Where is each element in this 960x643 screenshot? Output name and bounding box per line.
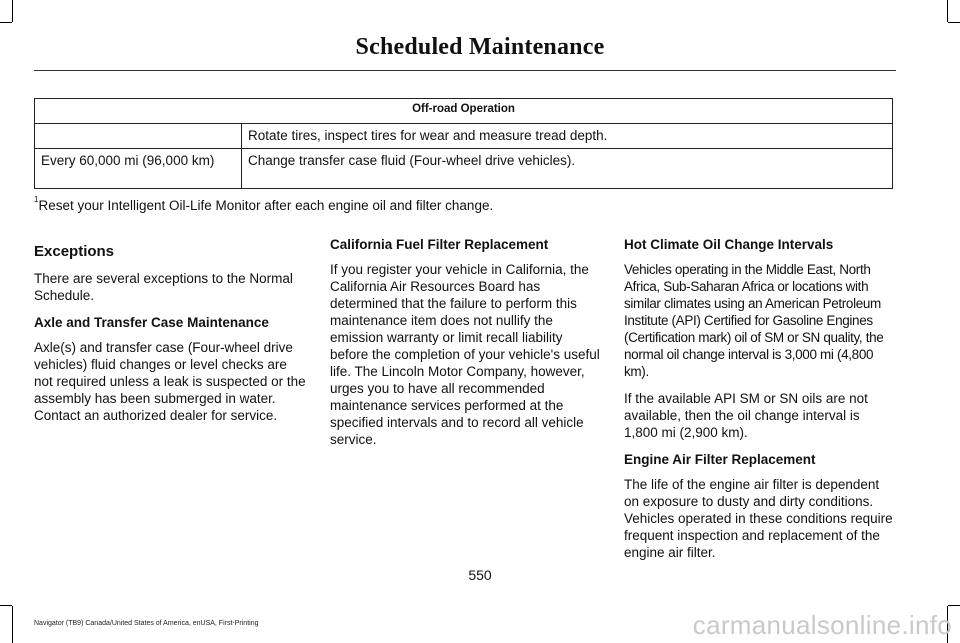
column-middle — [330, 234, 602, 458]
crop-mark-top-right-v — [947, 0, 948, 22]
footnote — [34, 195, 494, 213]
subheading-air-filter: Engine Air Filter Replacement — [624, 452, 816, 467]
crop-mark-bottom-left-v — [12, 606, 13, 643]
subheading-california: California Fuel Filter Replacement — [330, 237, 549, 252]
crop-mark-top-right-h — [948, 22, 960, 23]
maintenance-table — [34, 98, 893, 189]
paragraph: There are several exceptions to the Normal Schedule. — [34, 271, 293, 303]
table-heading: Off-road Operation — [35, 99, 893, 124]
crop-mark-bottom-right-h — [948, 605, 960, 606]
paragraph: Vehicles operating in the Middle East, North Africa, Sub-Saharan Africa or locations with similar climates using an American Petroleum Institute (API) Certified for Gasoline Engines (Certification mark) oil of SM or SN quality, the normal oil change interval is 3,000 mi (4,800 km). — [624, 262, 884, 379]
crop-mark-top-left-v — [12, 0, 13, 22]
section-heading-exceptions: Exceptions — [34, 243, 115, 260]
column-right — [624, 234, 896, 571]
header-rule — [34, 70, 896, 71]
subheading-hot-climate: Hot Climate Oil Change Intervals — [624, 237, 834, 252]
subheading-axle: Axle and Transfer Case Maintenance — [34, 315, 269, 330]
table-row — [35, 149, 893, 189]
crop-mark-top-left-h — [0, 22, 12, 23]
paragraph: If you register your vehicle in California, the California Air Resources Board has determined that the failure to perform this maintenance item does not nullify the emission warranty or limit recall liability before the completion of your vehicle's useful life. The Lincoln Motor Company, however, urges you to have all recommended maintenance services performed at the specified intervals and to record all vehicle service. — [330, 262, 600, 447]
page-title: Scheduled Maintenance — [355, 34, 605, 60]
table-cell-action: Change transfer case fluid (Four-wheel drive vehicles). — [242, 149, 893, 189]
watermark: carmanualsonline.info — [692, 610, 952, 640]
column-left — [34, 234, 306, 434]
paragraph: Axle(s) and transfer case (Four-wheel drive vehicles) fluid changes or level checks are not required unless a leak is suspected or the assembly has been submerged in water. Contact an authorized dealer for service. — [34, 340, 306, 423]
paragraph: The life of the engine air filter is dependent on exposure to dusty and dirty conditions. Vehicles operated in these conditions require frequent inspection and replacement of the engine air filter. — [624, 477, 893, 560]
crop-mark-bottom-left-h — [0, 605, 12, 606]
page-number: 550 — [468, 567, 492, 583]
footnote-text: Reset your Intelligent Oil-Life Monitor after each engine oil and filter change. — [38, 198, 494, 213]
paragraph: If the available API SM or SN oils are not available, then the oil change interval is 1,800 mi (2,900 km). — [624, 391, 868, 440]
table-cell-action: Rotate tires, inspect tires for wear and measure tread depth. — [242, 124, 893, 149]
table-cell-interval — [35, 124, 242, 149]
table-row — [35, 124, 893, 149]
footer-text: Navigator (TB9) Canada/United States of America, enUSA, First-Printing — [34, 620, 259, 627]
footnote-mark: 1 — [34, 195, 39, 204]
table-cell-interval: Every 60,000 mi (96,000 km) — [35, 149, 242, 189]
